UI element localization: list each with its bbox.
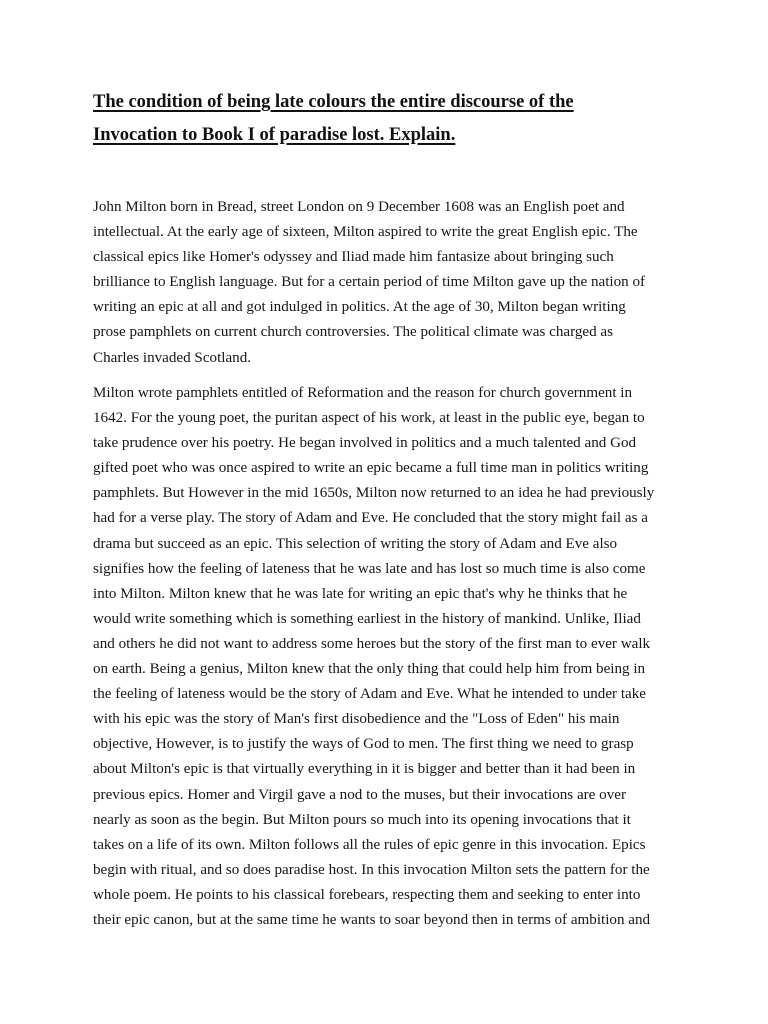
text-line: signifies how the feeling of lateness that he was late and has lost so much time is also come [93, 560, 646, 577]
text-line: Milton wrote pamphlets entitled of Reformation and the reason for church government in [93, 385, 633, 401]
text-line: whole poem. He points to his classical forebears, respecting them and seeking to enter into [93, 886, 641, 903]
title-line: Invocation to Book I of paradise lost. Explain. [93, 125, 456, 145]
text-line: take prudence over his poetry. He began involved in politics and a much talented and God [93, 435, 637, 452]
text-line: classical epics like Homer's odyssey and Iliad made him fantasize about bringing such [93, 249, 614, 266]
text-line: gifted poet who was once aspired to write an epic became a full time man in politics writing [93, 460, 649, 477]
text-line: had for a verse play. The story of Adam and Eve. He concluded that the story might fail as a [93, 510, 648, 527]
text-line: John Milton born in Bread, street London on 9 December 1608 was an English poet and [93, 199, 625, 215]
text-line: objective, However, is to justify the ways of God to men. The first thing we need to grasp [93, 736, 634, 753]
text-line: prose pamphlets on current church controversies. The political climate was charged as [93, 324, 613, 341]
text-line: takes on a life of its own. Milton follows all the rules of epic genre in this invocation. Epics [93, 836, 646, 853]
text-line: pamphlets. But However in the mid 1650s, Milton now returned to an idea he had previously [93, 485, 655, 502]
text-line: brilliance to English language. But for a certain period of time Milton gave up the nation of [93, 274, 646, 291]
text-line: with his epic was the story of Man's first disobedience and the "Loss of Eden" his main [93, 711, 620, 728]
text-line: on earth. Being a genius, Milton knew that the only thing that could help him from being in [93, 661, 646, 678]
text-line: into Milton. Milton knew that he was late for writing an epic that's why he thinks that he [93, 585, 628, 602]
text-line: and others he did not want to address some heroes but the story of the first man to ever walk [93, 635, 651, 652]
text-line: intellectual. At the early age of sixteen, Milton aspired to write the great English epic. The [93, 224, 638, 241]
title-line: The condition of being late colours the entire discourse of the [93, 92, 574, 112]
text-line: writing an epic at all and got indulged in politics. At the age of 30, Milton began writing [93, 299, 626, 316]
document-title [93, 86, 683, 152]
paragraph-body [93, 381, 678, 933]
text-line: previous epics. Homer and Virgil gave a nod to the muses, but their invocations are over [93, 786, 626, 803]
text-line: drama but succeed as an epic. This selection of writing the story of Adam and Eve also [93, 535, 618, 552]
text-line: would write something which is something earliest in the history of mankind. Unlike, Iliad [93, 610, 641, 627]
text-line: nearly as soon as the begin. But Milton pours so much into its opening invocations that it [93, 811, 631, 828]
text-line: 1642. For the young poet, the puritan aspect of his work, at least in the public eye, began to [93, 410, 645, 427]
text-line: about Milton's epic is that virtually everything in it is bigger and better than it had been in [93, 761, 636, 778]
text-line: begin with ritual, and so does paradise host. In this invocation Milton sets the pattern for the [93, 861, 650, 878]
text-line: Charles invaded Scotland. [93, 349, 252, 366]
paragraph-intro [93, 195, 678, 371]
text-line: the feeling of lateness would be the story of Adam and Eve. What he intended to under take [93, 686, 646, 703]
text-line: their epic canon, but at the same time he wants to soar beyond then in terms of ambition and [93, 911, 651, 928]
